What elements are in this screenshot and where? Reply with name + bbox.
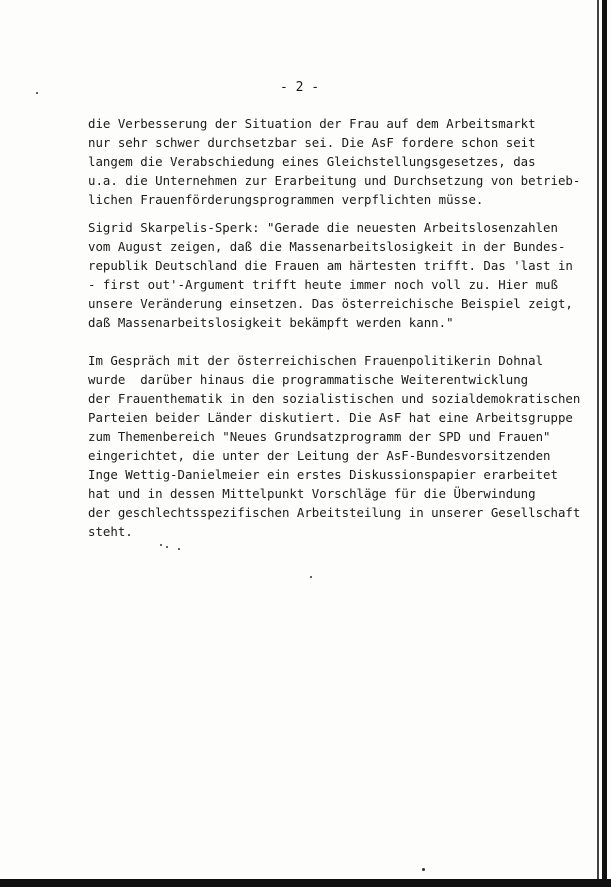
scan-speck	[160, 544, 162, 546]
page-number: - 2 -	[280, 80, 320, 95]
text-line: Parteien beider Länder diskutiert. Die AsF hat eine Arbeitsgruppe	[88, 410, 573, 425]
text-line: die Verbesserung der Situation der Frau auf dem Arbeitsmarkt	[88, 116, 536, 131]
text-line: der Frauenthematik in den sozialistischen und sozialdemokratischen	[88, 391, 581, 406]
scan-edge-bottom	[0, 879, 611, 887]
scan-edge-line	[597, 0, 599, 887]
scan-speck	[178, 548, 180, 550]
scan-speck	[166, 546, 168, 548]
text-line: steht.	[88, 524, 133, 539]
text-line: unsere Veränderung einsetzen. Das österreichische Beispiel zeigt,	[88, 296, 573, 311]
paragraph-1	[88, 114, 580, 209]
text-line: Im Gespräch mit der österreichischen Frauenpolitikerin Dohnal	[88, 353, 544, 368]
scan-edge-right	[602, 0, 607, 887]
text-line: lichen Frauenförderungsprogrammen verpflichten müsse.	[88, 192, 484, 207]
text-line: wurde darüber hinaus die programmatische Weiterentwicklung	[88, 372, 529, 387]
text-line: vom August zeigen, daß die Massenarbeitslosigkeit in der Bundes-	[88, 239, 566, 254]
text-line: - first out'-Argument trifft heute immer noch voll zu. Hier muß	[88, 277, 558, 292]
text-line: u.a. die Unternehmen zur Erarbeitung und Durchsetzung von betrieb-	[88, 173, 581, 188]
paragraph-2-quote	[88, 218, 573, 332]
text-line: hat und in dessen Mittelpunkt Vorschläge für die Überwindung	[88, 486, 536, 501]
scan-speck	[422, 868, 425, 871]
text-line: zum Themenbereich "Neues Grundsatzprogramm der SPD und Frauen"	[88, 429, 551, 444]
text-line: daß Massenarbeitslosigkeit bekämpft werden kann."	[88, 315, 454, 330]
text-line: republik Deutschland die Frauen am härtesten trifft. Das 'last in	[88, 258, 573, 273]
scan-speck	[36, 92, 38, 94]
text-line: Sigrid Skarpelis-Sperk: "Gerade die neuesten Arbeitslosenzahlen	[88, 220, 558, 235]
text-line: langem die Verabschiedung eines Gleichstellungsgesetzes, das	[88, 154, 536, 169]
text-line: Inge Wettig-Danielmeier ein erstes Diskussionspapier erarbeitet	[88, 467, 558, 482]
text-line: nur sehr schwer durchsetzbar sei. Die AsF fordere schon seit	[88, 135, 536, 150]
text-line: eingerichtet, die unter der Leitung der AsF-Bundesvorsitzenden	[88, 448, 551, 463]
text-line: der geschlechtsspezifischen Arbeitsteilung in unserer Gesellschaft	[88, 505, 581, 520]
paragraph-3	[88, 351, 580, 541]
scan-speck	[310, 576, 312, 578]
